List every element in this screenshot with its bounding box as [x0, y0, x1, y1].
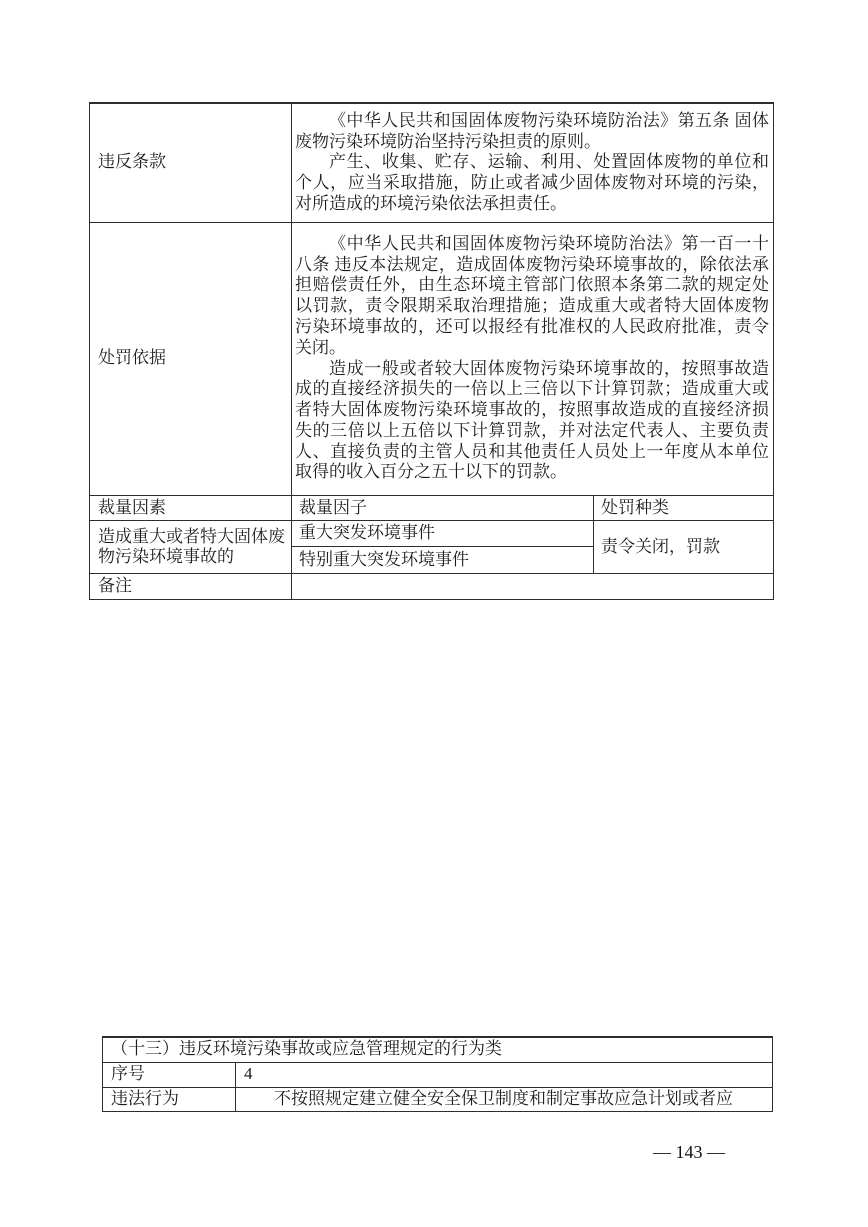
- remarks-label: 备注: [90, 574, 292, 600]
- penalty-type-value: 责令关闭，罚款: [594, 521, 774, 574]
- illegal-act-value: 不按照规定建立健全安全保卫制度和制定事故应急计划或者应: [236, 1087, 773, 1111]
- table-row-category: [103, 1037, 773, 1062]
- table-row-illegal-act: [103, 1087, 773, 1111]
- penalty-type-header: 处罚种类: [594, 495, 774, 521]
- table-row-penalty-basis: [90, 222, 774, 495]
- table-row-serial: [103, 1062, 773, 1087]
- serial-value: 4: [236, 1062, 773, 1087]
- discretion-subfactor-header: 裁量因子: [292, 495, 594, 521]
- penalty-discretion-table: [89, 102, 774, 600]
- discretion-subfactor-1: 重大突发环境事件: [292, 521, 594, 547]
- discretion-subfactor-2: 特别重大突发环境事件: [292, 547, 594, 574]
- serial-label: 序号: [103, 1062, 236, 1087]
- discretion-factor-header: 裁量因素: [90, 495, 292, 521]
- next-item-table: [102, 1036, 773, 1112]
- table-row-remarks: [90, 574, 774, 600]
- category-title: （十三）违反环境污染事故或应急管理规定的行为类: [103, 1037, 773, 1062]
- page-number: — 143 —: [653, 1142, 725, 1162]
- discretion-factor-value: 造成重大或者特大固体废物污染环境事故的: [90, 521, 292, 574]
- violation-clause-paragraph: 产生、收集、贮存、运输、利用、处置固体废物的单位和个人，应当采取措施，防止或者减少固体废物对环境的污染，对所造成的环境污染依法承担责任。: [295, 152, 769, 213]
- table-row-violation-clause: [90, 103, 774, 222]
- penalty-basis-paragraph: 造成一般或者较大固体废物污染环境事故的，按照事故造成的直接经济损失的一倍以上三倍以下计算罚款；造成重大或者特大固体废物污染环境事故的，按照事故造成的直接经济损失的三倍以上五倍以下计算罚款，并对法定代表人、主要负责人、直接负责的主管人员和其他责任人员处上一年度从本单位取得的收入百分之五十以下的罚款。: [295, 358, 769, 482]
- table-row-discretion-header: [90, 495, 774, 521]
- remarks-value-empty: [292, 574, 774, 600]
- penalty-basis-paragraph: 《中华人民共和国固体废物污染环境防治法》第一百一十八条 违反本法规定，造成固体废物污染环境事故的，除依法承担赔偿责任外，由生态环境主管部门依照本条第二款的规定处以罚款，责令限期采取治理措施；造成重大或者特大固体废物污染环境事故的，还可以报经有批准权的人民政府批准，责令关闭。: [295, 233, 769, 357]
- illegal-act-label: 违法行为: [103, 1087, 236, 1111]
- penalty-basis-content: [292, 222, 774, 495]
- violation-clause-paragraph: 《中华人民共和国固体废物污染环境防治法》第五条 固体废物污染环境防治坚持污染担责的原则。: [295, 110, 769, 151]
- penalty-basis-label: 处罚依据: [90, 222, 292, 495]
- table-row-discretion-1: [90, 521, 774, 547]
- violation-clause-label: 违反条款: [90, 103, 292, 222]
- violation-clause-content: [292, 103, 774, 222]
